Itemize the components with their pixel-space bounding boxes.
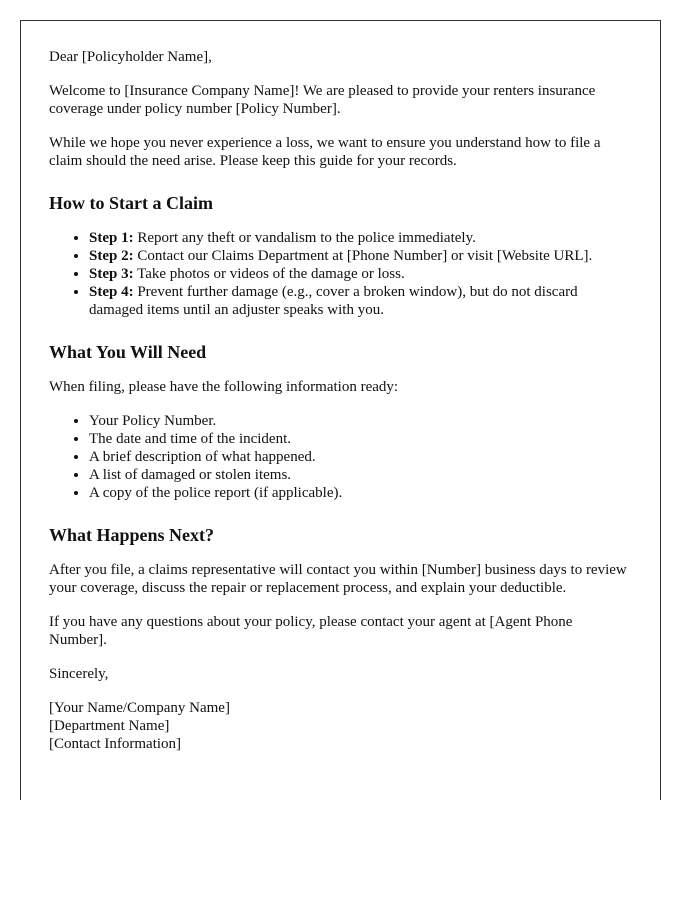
contact-paragraph: If you have any questions about your policy, please contact your agent at [Agent Phone Number]. [49,614,573,648]
closing: Sincerely, [49,666,109,682]
section-heading-what-you-need: What You Will Need [49,342,207,362]
signature-department: [Department Name] [49,718,170,734]
list-item: • A copy of the police report (if applicable). [89,484,632,502]
section-heading-start-claim: How to Start a Claim [49,193,213,213]
list-item [89,283,632,319]
list-item: • A list of damaged or stolen items. [89,466,632,484]
list-item: • The date and time of the incident. [89,430,632,448]
letter-page [20,20,661,800]
list-item [89,265,632,283]
list-item [89,229,632,247]
step-text: Take photos or videos of the damage or loss. [133,266,405,282]
signature-name: [Your Name/Company Name] [49,700,230,716]
signature-contact: [Contact Information] [49,736,182,752]
step-label: Step 1: [89,230,134,246]
needs-list [49,412,632,502]
step-label: Step 2: [89,248,134,264]
step-text: Contact our Claims Department at [Phone Number] or visit [Website URL]. [133,248,593,264]
section-heading-what-happens-next: What Happens Next? [49,525,215,545]
step-label: Step 4: [89,284,134,300]
signature-block [49,699,632,753]
step-text: Prevent further damage (e.g., cover a broken window), but do not discard damaged items until an adjuster speaks with you. [89,284,578,318]
list-item: • A brief description of what happened. [89,448,632,466]
step-text: Report any theft or vandalism to the police immediately. [133,230,476,246]
claim-steps-list [49,229,632,319]
intro-paragraph: Welcome to [Insurance Company Name]! We are pleased to provide your renters insurance coverage under policy number [Policy Number]. [49,83,596,117]
step-label: Step 3: [89,266,134,282]
preface-paragraph: While we hope you never experience a loss, we want to ensure you understand how to file a claim should the need arise. Please keep this guide for your records. [49,135,601,169]
list-item: • Your Policy Number. [89,412,632,430]
next-steps-paragraph: After you file, a claims representative will contact you within [Number] business days to review your coverage, discuss the repair or replacement process, and explain your deductible. [49,562,627,596]
list-item [89,247,632,265]
needs-lead: When filing, please have the following information ready: [49,379,399,395]
salutation: Dear [Policyholder Name], [49,49,212,65]
